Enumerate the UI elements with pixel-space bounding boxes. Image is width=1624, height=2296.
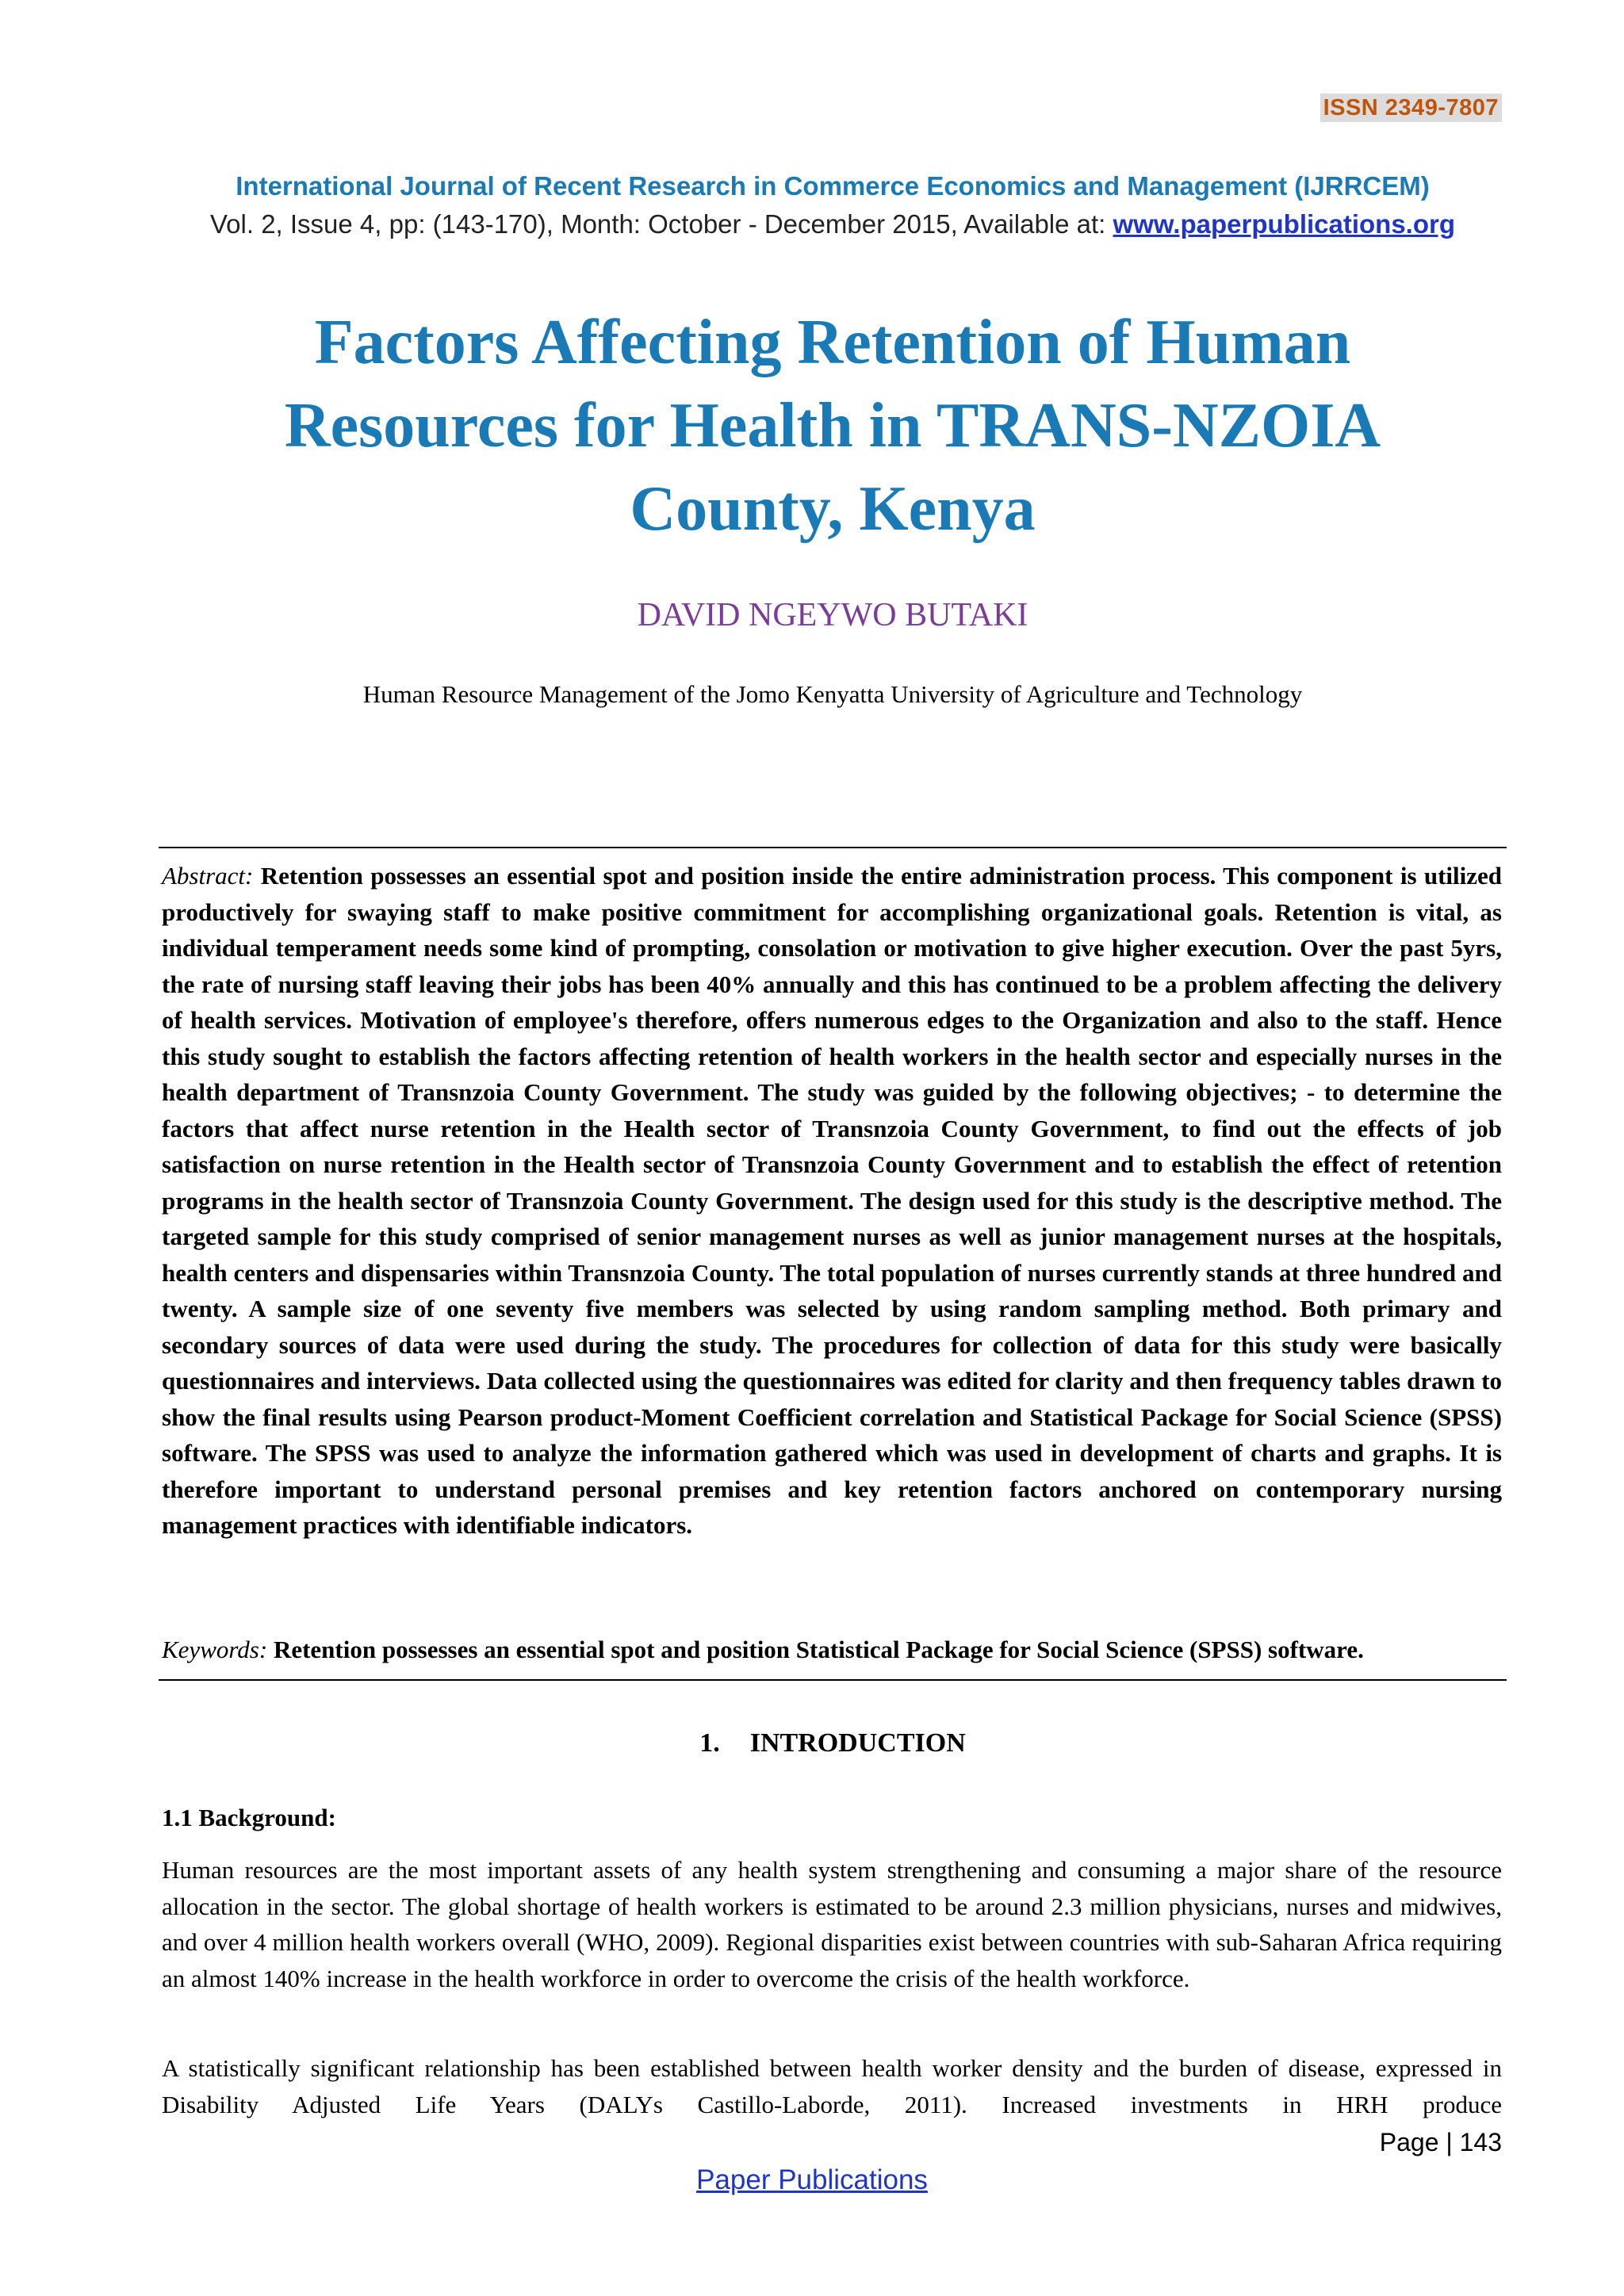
issn-header <box>1320 95 1502 121</box>
abstract-bottom-rule <box>159 1679 1507 1681</box>
body-paragraph-1: Human resources are the most important assets of any health system strengthening and consuming a major share of the resource allocation in the sector. The global shortage of health workers is estimated to be around 2.3 million physicians, nurses and midwives, and over 4 million health workers overall (WHO, 2009). Regional disparities exist between countries with sub-Saharan Africa requiring an almost 140% increase in the health workforce in order to overcome the crisis of the health workforce. <box>162 1856 1502 1992</box>
paper-title <box>198 301 1467 551</box>
publisher-link[interactable]: Paper Publications <box>696 2164 928 2195</box>
page-number: Page | 143 <box>1379 2128 1502 2156</box>
volume-info <box>119 209 1546 239</box>
section-number: 1. <box>699 1728 720 1758</box>
title-line-3: County, Kenya <box>630 474 1036 544</box>
journal-title: International Journal of Recent Research in Commerce Economics and Management (IJRRCEM) <box>236 171 1430 201</box>
title-line-1: Factors Affecting Retention of Human <box>314 308 1351 377</box>
abstract-label: Abstract: <box>162 862 254 890</box>
body-paragraph-2: A statistically significant relationship has been established between health worker density and the burden of disease, expressed in Disability Adjusted Life Years (DALYs Castillo-Laborde, 2011). Increased investments in HRH produce <box>162 2054 1502 2118</box>
keywords-text: Retention possesses an essential spot and position Statistical Package for Social Science (SPSS) software. <box>273 1636 1364 1663</box>
keywords-label: Keywords: <box>162 1636 268 1663</box>
author-affiliation: Human Resource Management of the Jomo Kenyatta University of Agriculture and Technology <box>362 680 1303 708</box>
subsection-heading: 1.1 Background: <box>162 1804 336 1831</box>
section-title: INTRODUCTION <box>749 1728 966 1758</box>
abstract-top-rule <box>159 847 1507 848</box>
issn-label: ISSN 2349-7807 <box>1320 94 1502 122</box>
publisher-footer <box>0 2164 1624 2196</box>
abstract <box>162 858 1502 1544</box>
title-line-2: Resources for Health in TRANS-NZOIA <box>284 391 1381 461</box>
author-name: DAVID NGEYWO BUTAKI <box>637 597 1028 633</box>
journal-website-link[interactable]: www.paperpublications.org <box>1113 209 1456 239</box>
keywords <box>162 1632 1510 1667</box>
abstract-text: Retention possesses an essential spot and position inside the entire administration process. This component is utilized productively for swaying staff to make positive commitment for accomplishing organizational goals. Retention is vital, as individual temperament needs some kind of prompting, consolation or motivation to give higher execution. Over the past 5yrs, the rate of nursing staff leaving their jobs has been 40% annually and this has continued to be a problem affecting the delivery of health services. Motivation of employee's therefore, offers numerous edges to the Organization and also to the staff. Hence this study sought to establish the factors affecting retention of health workers in the health sector and especially nurses in the health department of Transnzoia County Government. The study was guided by the following objectives; - to determine the factors that affect nurse retention in the Health sector of Transnzoia County Government, to find out the effects of job satisfaction on nurse retention in the Health sector of Transnzoia County Government and to establish the effect of retention programs in the health sector of Transnzoia County Government. The design used for this study is the descriptive method. The targeted sample for this study comprised of senior management nurses as well as junior management nurses at the hospitals, health centers and dispensaries within Transnzoia County. The total population of nurses currently stands at three hundred and twenty. A sample size of one seventy five members was selected by using random sampling method. Both primary and secondary sources of data were used during the study. The procedures for collection of data for this study were basically questionnaires and interviews. Data collected using the questionnaires was edited for clarity and then frequency tables drawn to show the final results using Pearson product-Moment Coefficient correlation and Statistical Package for Social Science (SPSS) software. The SPSS was used to analyze the information gathered which was used in development of charts and graphs. It is therefore important to understand personal premises and key retention factors anchored on contemporary nursing management practices with identifiable indicators. <box>162 862 1503 1539</box>
volume-text: Vol. 2, Issue 4, pp: (143-170), Month: October - December 2015, Available at: <box>209 209 1113 239</box>
section-heading <box>396 1728 1269 1758</box>
